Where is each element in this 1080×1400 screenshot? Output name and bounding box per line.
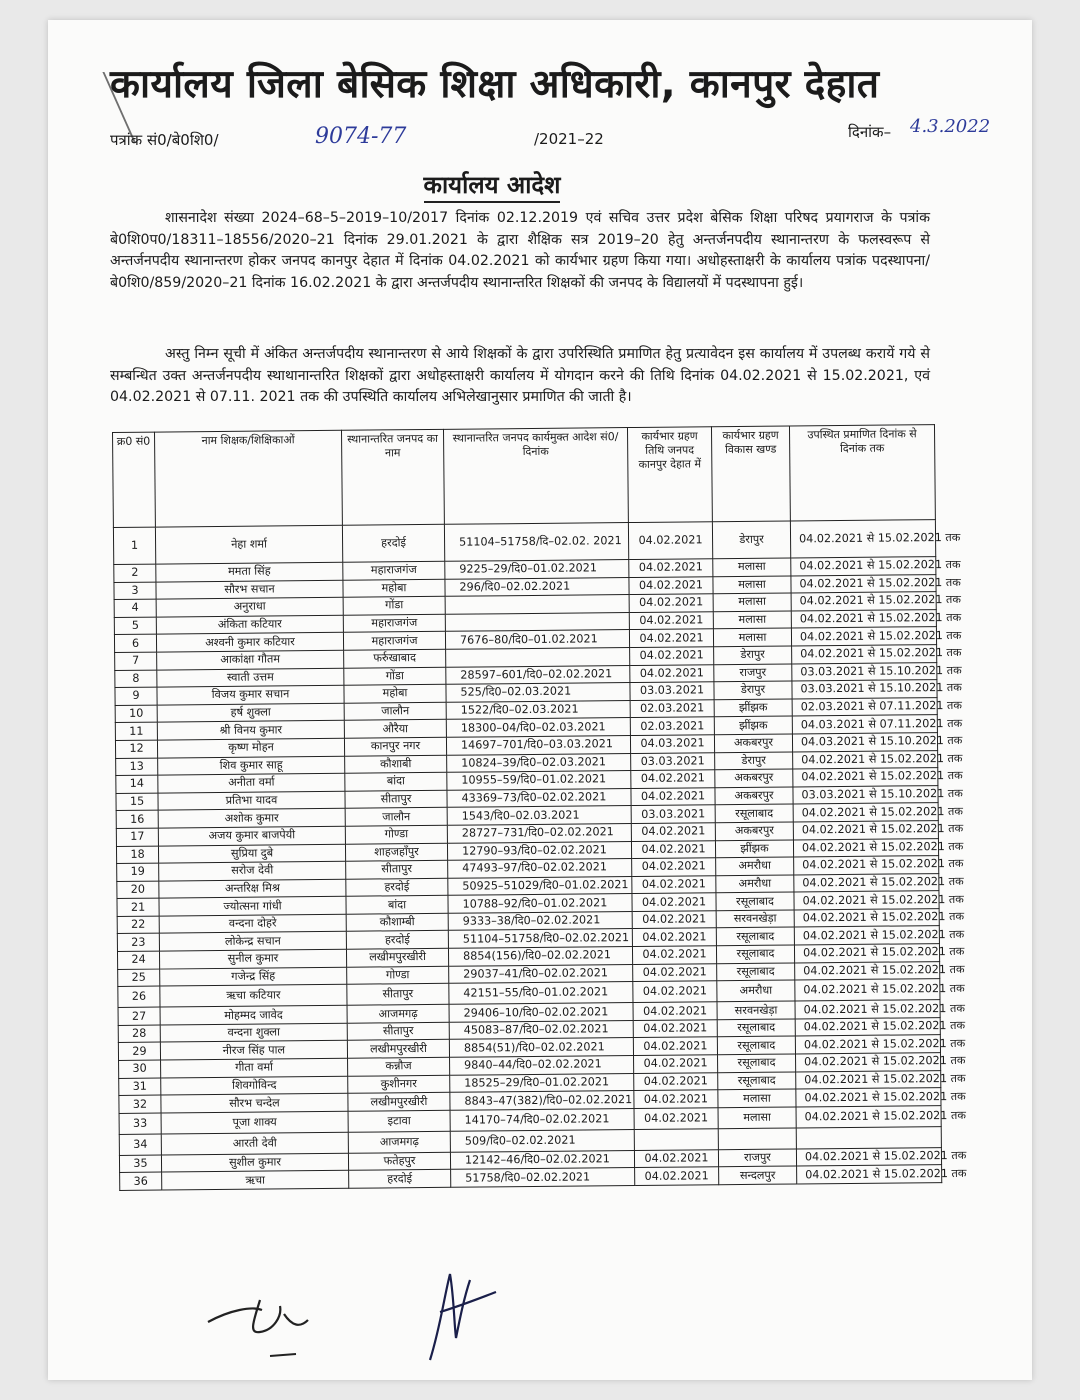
cell-attendance: 04.02.2021 से 15.02.2021 तक (797, 1165, 942, 1184)
col-header-attendance: उपस्थित प्रमाणित दिनांक से दिनांक तक (789, 425, 935, 521)
cell-joining-date: 04.03.2021 (630, 735, 714, 753)
cell-joining-date: 04.02.2021 (632, 875, 716, 893)
order-title: कार्यालय आदेश (0, 168, 984, 201)
cell-block: रसूलाबाद (717, 963, 795, 981)
cell-block: अकबरपुर (715, 769, 793, 787)
cell-joining-date: 04.02.2021 (630, 664, 714, 682)
cell-district: महोबा (344, 684, 446, 703)
cell-order: 14170–74/दि0–02.02.2021 (450, 1108, 634, 1131)
cell-joining-date (634, 1129, 718, 1151)
cell-attendance: 04.02.2021 से 15.02.2021 तक (793, 768, 938, 787)
cell-sno: 35 (119, 1155, 161, 1173)
cell-block: डेरापुर (715, 752, 793, 770)
cell-order: 51104–51758/दि0–02.02.2021 (448, 929, 632, 948)
cell-order: 10824–39/दि0–02.03.2021 (447, 753, 631, 772)
cell-name: वन्दना शुक्ला (160, 1023, 347, 1042)
cell-joining-date: 04.02.2021 (633, 981, 717, 1003)
cell-order: 28597–601/दि0–02.02.2021 (446, 665, 630, 684)
cell-name: कृष्ण मोहन (157, 738, 344, 757)
cell-joining-date: 04.02.2021 (634, 1150, 718, 1168)
cell-name: अंकिता कटियार (156, 615, 343, 634)
cell-district: आजमगढ़ (347, 1005, 449, 1024)
cell-block: डेरापुर (714, 681, 792, 699)
cell-attendance: 04.02.2021 से 15.02.2021 तक (796, 1053, 941, 1072)
cell-name: हर्ष शुक्ला (157, 703, 344, 722)
cell-order: 8854(51)/दि0–02.02.2021 (449, 1038, 633, 1057)
cell-order: 525/दि0–02.03.2021 (446, 683, 630, 702)
cell-attendance: 04.02.2021 से 15.02.2021 तक (795, 1017, 940, 1036)
session: /2021–22 (534, 130, 604, 148)
cell-joining-date: 04.02.2021 (629, 559, 713, 577)
cell-district: गोण्डा (347, 966, 449, 985)
cell-attendance: 04.02.2021 से 15.02.2021 तक (793, 803, 938, 822)
cell-district: जालौन (345, 808, 447, 827)
cell-district: सीतापुर (345, 790, 447, 809)
cell-attendance: 04.02.2021 से 15.02.2021 तक (795, 1035, 940, 1054)
cell-name: प्रतिभा यादव (158, 791, 345, 810)
cell-sno: 28 (118, 1025, 160, 1043)
cell-joining-date: 04.02.2021 (635, 1167, 719, 1185)
cell-name: गीता वर्मा (161, 1058, 348, 1077)
cell-attendance: 04.02.2021 से 15.02.2021 तक (795, 1000, 940, 1019)
cell-block: मलासा (713, 611, 791, 629)
cell-district: लखीमपुरखीरी (347, 1040, 449, 1059)
cell-name: अन्तरिक्ष मिश्र (159, 879, 346, 898)
cell-attendance: 04.02.2021 से 15.02.2021 तक (794, 908, 939, 927)
cell-order: 51758/दि0–02.02.2021 (451, 1168, 635, 1187)
cell-order: 42151–55/दि0–01.02.2021 (449, 982, 633, 1005)
cell-attendance: 04.02.2021 से 15.02.2021 तक (793, 750, 938, 769)
cell-district: सीतापुर (346, 860, 448, 879)
cell-district: कौशाबी (345, 755, 447, 774)
cell-attendance: 04.02.2021 से 15.02.2021 तक (795, 979, 940, 1001)
paragraph-1: शासनादेश संख्या 2024–68–5–2019–10/2017 दिनांक 02.12.2019 एवं सचिव उत्तर प्रदेश बेसिक शिक्षा परिषद प्रयागराज के पत्रांक बे0शि0प0/18311–18556/2020–21 दिनांक 29.01.2021 के द्वारा शैक्षिक सत्र 2019–20 हेतु अन्तर्जनपदीय स्थानान्तरण के फलस्वरूप से अन्तर्जनपदीय स्थानान्तरण होकर जनपद कानपुर देहात में दिनांक 04.02.2021 को कार्यभार ग्रहण किया गया। अधोहस्ताक्षरी के कार्यालय पत्रांक पदस्थापना/बे0शि0/859/2020–21 दिनांक 16.02.2021 के द्वारा अन्तर्जपदीय स्थानान्तरित शिक्षकों की जनपद के विद्यालयों में पदस्थापना हुई। (110, 210, 930, 291)
cell-name: ज्योत्सना गांधी (159, 897, 346, 916)
cell-district: औरैया (344, 720, 446, 739)
cell-district: फर्रुखाबाद (344, 649, 446, 668)
cell-district: लखीमपुरखीरी (348, 1093, 450, 1112)
cell-order: 8843–47(382)/दि0–02.02.2021 (450, 1091, 634, 1110)
col-header-name: नाम शिक्षक/शिक्षिकाओं (155, 430, 343, 527)
cell-block: मलासा (713, 628, 791, 646)
cell-district: कुशीनगर (348, 1075, 450, 1094)
cell-block: रसूलाबाद (718, 1072, 796, 1090)
cell-attendance: 03.03.2021 से 15.10.2021 तक (793, 785, 938, 804)
cell-joining-date: 04.02.2021 (632, 858, 716, 876)
cell-order: 29406–10/दि0–02.02.2021 (449, 1003, 633, 1022)
cell-sno: 36 (120, 1172, 162, 1190)
cell-block: डेरापुर (714, 646, 792, 664)
table-body (113, 520, 967, 1191)
cell-joining-date: 04.02.2021 (633, 1020, 717, 1038)
cell-district: कौशाम्बी (346, 913, 448, 932)
cell-joining-date: 04.02.2021 (634, 1072, 718, 1090)
cell-sno: 23 (117, 934, 159, 952)
cell-name: ऋचा (162, 1171, 349, 1190)
cell-order: 51104–51758/दि–02.02. 2021 (444, 523, 628, 562)
cell-sno: 27 (118, 1007, 160, 1025)
paragraph-2: अस्तु निम्न सूची में अंकित अन्तर्जपदीय स्थानान्तरण से आये शिक्षकों के द्वारा उपरिस्थिति प्रमाणित हेतु प्रत्यावेदन इस कार्यालय में उपलब्ध करायें गये से सम्बन्धित उक्त अन्तर्जनपदीय स्थाथानान्तरित शिक्षकों द्वारा अधोहस्ताक्षरी कार्यालय में योगदान करने की तिथि दिनांक 04.02.2021 से 15.02.2021, एवं 04.02.2021 से 07.11. 2021 तक की उपस्थिति कार्यालय अभिलेखानुसार प्रमाणित की जाती है। (110, 346, 930, 406)
cell-block: मलासा (713, 576, 791, 594)
cell-order: 509/दि0–02.02.2021 (450, 1129, 634, 1152)
cell-attendance: 04.03.2021 से 07.11.2021 तक (792, 715, 937, 734)
cell-joining-date: 04.02.2021 (629, 629, 713, 647)
cell-joining-date: 04.02.2021 (628, 522, 712, 560)
cell-name: नीरज सिंह पाल (160, 1041, 347, 1060)
cell-joining-date: 04.02.2021 (634, 1108, 718, 1130)
cell-joining-date: 04.02.2021 (633, 1002, 717, 1020)
cell-order: 9840–44/दि0–02.02.2021 (450, 1056, 634, 1075)
cell-district: बांदा (346, 896, 448, 915)
cell-district: बांदा (345, 772, 447, 791)
cell-order: 47493–97/दि0–02.02.2021 (448, 859, 632, 878)
cell-attendance: 04.02.2021 से 15.02.2021 तक (792, 645, 937, 664)
col-header-district: स्थानान्तरित जनपद का नाम (341, 429, 444, 525)
cell-block: मलासा (713, 593, 791, 611)
cell-district: हरदोई (342, 524, 444, 562)
cell-name: अश्वनी कुमार कटियार (156, 633, 343, 652)
cell-block: राजपुर (714, 664, 792, 682)
cell-order: 18525–29/दि0–01.02.2021 (450, 1073, 634, 1092)
cell-sno: 17 (116, 828, 158, 846)
cell-name: श्री विनय कुमार (157, 721, 344, 740)
cell-attendance: 04.02.2021 से 15.02.2021 तक (794, 891, 939, 910)
cell-sno: 15 (116, 793, 158, 811)
cell-order: 7676–80/दि0–01.02.2021 (445, 630, 629, 649)
cell-block: रसूलाबाद (717, 1019, 795, 1037)
cell-name: अशोक कुमार (158, 809, 345, 828)
cell-sno: 21 (117, 898, 159, 916)
cell-sno: 18 (116, 846, 158, 864)
cell-district: महाराजगंज (343, 632, 445, 651)
cell-order: 43369–73/दि0–02.02.2021 (447, 788, 631, 807)
cell-district: कानपुर नगर (344, 737, 446, 756)
cell-joining-date: 04.02.2021 (631, 787, 715, 805)
cell-attendance: 04.02.2021 से 15.02.2021 तक (791, 609, 936, 628)
cell-block: झींझक (714, 716, 792, 734)
cell-sno: 26 (118, 986, 160, 1007)
cell-sno: 29 (118, 1043, 160, 1061)
cell-order (445, 612, 629, 631)
cell-attendance: 04.02.2021 से 15.02.2021 तक (793, 838, 938, 857)
cell-sno: 14 (116, 775, 158, 793)
cell-joining-date: 04.02.2021 (633, 1037, 717, 1055)
cell-joining-date: 02.03.2021 (630, 699, 714, 717)
cell-joining-date: 04.02.2021 (631, 840, 715, 858)
cell-sno: 1 (113, 527, 155, 564)
cell-district: हरदोई (349, 1170, 451, 1189)
cell-block: अमरौधा (717, 980, 795, 1002)
cell-sno: 24 (117, 951, 159, 969)
cell-name: नेहा शर्मा (155, 525, 342, 564)
cell-district: शाहजहाँपुर (345, 843, 447, 862)
cell-block: सरवनखेड़ा (716, 910, 794, 928)
date-value: 4.3.2022 (910, 116, 991, 137)
cell-order: 296/दि0–02.02.2021 (445, 577, 629, 596)
cell-name: आरती देवी (161, 1132, 348, 1155)
cell-district: हरदोई (346, 878, 448, 897)
cell-sno: 10 (115, 705, 157, 723)
cell-order (446, 648, 630, 667)
cell-name: शिवगोविन्द (161, 1076, 348, 1095)
cell-joining-date: 04.02.2021 (632, 911, 716, 929)
cell-block: रसूलाबाद (718, 1054, 796, 1072)
cell-sno: 4 (114, 599, 156, 617)
cell-order: 8854(156)/दि0–02.02.2021 (448, 947, 632, 966)
cell-name: विजय कुमार सचान (157, 685, 344, 704)
cell-joining-date: 04.02.2021 (634, 1055, 718, 1073)
cell-order: 10955–59/दि0–01.02.2021 (447, 771, 631, 790)
cell-joining-date: 04.02.2021 (634, 1090, 718, 1108)
cell-block: रसूलाबाद (716, 892, 794, 910)
cell-name: सुप्रिया दुबे (158, 844, 345, 863)
cell-name: अनीता वर्मा (158, 773, 345, 792)
cell-block: रसूलाबाद (717, 1036, 795, 1054)
cell-sno: 19 (117, 863, 159, 881)
cell-block: रसूलाबाद (716, 927, 794, 945)
cell-name: सौरभ सचान (156, 580, 343, 599)
cell-joining-date: 04.02.2021 (632, 928, 716, 946)
cell-attendance: 03.03.2021 से 15.10.2021 तक (792, 680, 937, 699)
cell-order: 1543/दि0–02.03.2021 (447, 806, 631, 825)
cell-attendance: 04.02.2021 से 15.02.2021 तक (794, 944, 939, 963)
cell-sno: 13 (116, 758, 158, 776)
col-header-relieving-order: स्थानान्तरित जनपद कार्यमुक्त आदेश सं0/दिनांक (443, 428, 628, 525)
cell-block: डेरापुर (712, 521, 790, 559)
cell-name: शिव कुमार साहू (158, 756, 345, 775)
cell-block: अमरौधा (716, 857, 794, 875)
cell-sno: 2 (114, 564, 156, 582)
cell-block: रसूलाबाद (715, 804, 793, 822)
cell-name: ममता सिंह (156, 562, 343, 581)
cell-block: अमरौधा (716, 875, 794, 893)
cell-joining-date: 04.02.2021 (632, 946, 716, 964)
cell-order: 45083–87/दि0–02.02.2021 (449, 1020, 633, 1039)
cell-joining-date: 04.02.2021 (630, 647, 714, 665)
cell-block: मलासा (718, 1107, 796, 1129)
cell-sno: 7 (115, 652, 157, 670)
cell-district: महाराजगंज (343, 561, 445, 580)
cell-block: राजपुर (718, 1149, 796, 1167)
cell-attendance: 04.02.2021 से 15.02.2021 तक (793, 820, 938, 839)
cell-joining-date: 04.02.2021 (629, 576, 713, 594)
ref-prefix: पत्रांक सं0/बे0शि0/ (110, 131, 219, 149)
col-header-block: कार्यभार ग्रहण विकास खण्ड (711, 426, 790, 522)
cell-district: इटावा (348, 1110, 450, 1132)
cell-name: सुनील कुमार (159, 949, 346, 968)
col-header-sno: क्र0 सं0 (113, 432, 156, 527)
cell-district: कन्नौज (348, 1057, 450, 1076)
cell-district: गोण्डा (345, 825, 447, 844)
cell-order: 1522/दि0–02.03.2021 (446, 700, 630, 719)
ref-number: 9074-77 (315, 124, 407, 149)
cell-joining-date: 03.03.2021 (631, 752, 715, 770)
cell-district: आजमगढ़ (348, 1131, 450, 1153)
cell-name: गजेन्द्र सिंह (160, 967, 347, 986)
cell-sno: 22 (117, 916, 159, 934)
signature-left (200, 1270, 330, 1370)
cell-attendance (796, 1126, 941, 1148)
table-header-row (113, 425, 936, 528)
cell-sno: 20 (117, 881, 159, 899)
cell-joining-date: 04.02.2021 (632, 893, 716, 911)
cell-name: पूजा शाक्य (161, 1111, 348, 1134)
cell-district: गोंडा (343, 596, 445, 615)
cell-sno: 32 (119, 1095, 161, 1113)
cell-sno: 3 (114, 582, 156, 600)
cell-attendance: 04.02.2021 से 15.02.2021 तक (790, 520, 935, 558)
cell-order: 12142–46/दि0–02.02.2021 (450, 1150, 634, 1169)
cell-sno: 30 (119, 1060, 161, 1078)
cell-block: मलासा (713, 558, 791, 576)
cell-attendance: 04.02.2021 से 15.02.2021 तक (796, 1147, 941, 1166)
cell-block: अकबरपुर (715, 822, 793, 840)
cell-sno: 25 (118, 969, 160, 987)
cell-sno: 11 (115, 722, 157, 740)
cell-order: 10788–92/दि0–01.02.2021 (448, 894, 632, 913)
cell-sno: 8 (115, 670, 157, 688)
cell-joining-date: 04.02.2021 (631, 770, 715, 788)
cell-attendance: 04.02.2021 से 15.02.2021 तक (796, 1105, 941, 1127)
cell-district: लखीमपुरखीरी (346, 948, 448, 967)
cell-attendance: 04.02.2021 से 15.02.2021 तक (791, 627, 936, 646)
col-header-joining-date: कार्यभार ग्रहण तिथि जनपद कानपुर देहात में (627, 427, 712, 523)
cell-attendance: 02.03.2021 से 07.11.2021 तक (792, 697, 937, 716)
cell-name: अनुराधा (156, 597, 343, 616)
cell-block: मलासा (718, 1089, 796, 1107)
cell-district: फतेहपुर (348, 1152, 450, 1171)
cell-name: स्वाती उत्तम (157, 668, 344, 687)
cell-name: अजय कुमार बाजपेयी (158, 826, 345, 845)
cell-order: 14697–701/दि0–03.03.2021 (446, 735, 630, 754)
cell-order: 9333–38/दि0–02.02.2021 (448, 911, 632, 930)
signature-right (410, 1268, 520, 1378)
cell-name: सौरभ चन्देल (161, 1093, 348, 1112)
cell-name: आकांक्षा गौतम (157, 650, 344, 669)
cell-name: वन्दना दोहरे (159, 914, 346, 933)
cell-order: 50925–51029/दि0–01.02.2021 (448, 876, 632, 895)
cell-attendance: 04.02.2021 से 15.02.2021 तक (796, 1088, 941, 1107)
cell-order: 28727–731/दि0–02.02.2021 (447, 823, 631, 842)
cell-district: गोंडा (344, 667, 446, 686)
office-title: कार्यालय जिला बेसिक शिक्षा अधिकारी, कानपुर देहात (110, 62, 880, 107)
cell-sno: 6 (114, 634, 156, 652)
cell-district: जालौन (344, 702, 446, 721)
cell-block: सन्दलपुर (719, 1166, 797, 1184)
cell-order: 12790–93/दि0–02.02.2021 (447, 841, 631, 860)
cell-joining-date: 03.03.2021 (630, 682, 714, 700)
cell-block: अकबरपुर (715, 787, 793, 805)
cell-name: लोकेन्द्र सचान (159, 932, 346, 951)
cell-block: झींझक (715, 839, 793, 857)
teacher-attendance-table (112, 424, 967, 1191)
cell-attendance: 04.02.2021 से 15.02.2021 तक (794, 856, 939, 875)
cell-attendance: 03.03.2021 से 15.10.2021 तक (792, 662, 937, 681)
cell-block: झींझक (714, 699, 792, 717)
cell-joining-date: 04.02.2021 (629, 612, 713, 630)
cell-block (718, 1128, 796, 1150)
cell-sno: 12 (115, 740, 157, 758)
cell-district: महाराजगंज (343, 614, 445, 633)
cell-joining-date: 04.02.2021 (631, 823, 715, 841)
cell-sno: 33 (119, 1113, 161, 1134)
cell-attendance: 04.02.2021 से 15.02.2021 तक (795, 961, 940, 980)
cell-order: 29037–41/दि0–02.02.2021 (449, 964, 633, 983)
cell-name: सुशील कुमार (161, 1153, 348, 1172)
cell-joining-date: 04.02.2021 (633, 963, 717, 981)
cell-name: मोहम्मद जावेद (160, 1006, 347, 1025)
cell-order: 9225–29/दि0–01.02.2021 (445, 560, 629, 579)
cell-joining-date: 03.03.2021 (631, 805, 715, 823)
cell-attendance: 04.02.2021 से 15.02.2021 तक (794, 873, 939, 892)
cell-order: 18300–04/दि0–02.03.2021 (446, 718, 630, 737)
cell-joining-date: 04.02.2021 (629, 594, 713, 612)
cell-sno: 16 (116, 810, 158, 828)
cell-attendance: 04.02.2021 से 15.02.2021 तक (791, 574, 936, 593)
cell-block: अकबरपुर (714, 734, 792, 752)
cell-attendance: 04.02.2021 से 15.02.2021 तक (796, 1070, 941, 1089)
cell-district: महोबा (343, 579, 445, 598)
cell-district: सीतापुर (347, 984, 449, 1006)
date-label: दिनांक– (848, 123, 892, 141)
cell-name: सरोज देवी (159, 861, 346, 880)
cell-attendance: 04.03.2021 से 15.10.2021 तक (792, 733, 937, 752)
cell-sno: 5 (114, 617, 156, 635)
cell-attendance: 04.02.2021 से 15.02.2021 तक (794, 926, 939, 945)
cell-block: सरवनखेड़ा (717, 1001, 795, 1019)
cell-attendance: 04.02.2021 से 15.02.2021 तक (791, 557, 936, 576)
cell-sno: 31 (119, 1078, 161, 1096)
cell-sno: 34 (119, 1134, 161, 1155)
cell-block: रसूलाबाद (716, 945, 794, 963)
cell-attendance: 04.02.2021 से 15.02.2021 तक (791, 592, 936, 611)
cell-district: सीतापुर (347, 1022, 449, 1041)
cell-district: हरदोई (346, 931, 448, 950)
cell-sno: 9 (115, 687, 157, 705)
cell-joining-date: 02.03.2021 (630, 717, 714, 735)
cell-name: ऋचा कटियार (160, 985, 347, 1008)
cell-order (445, 595, 629, 614)
